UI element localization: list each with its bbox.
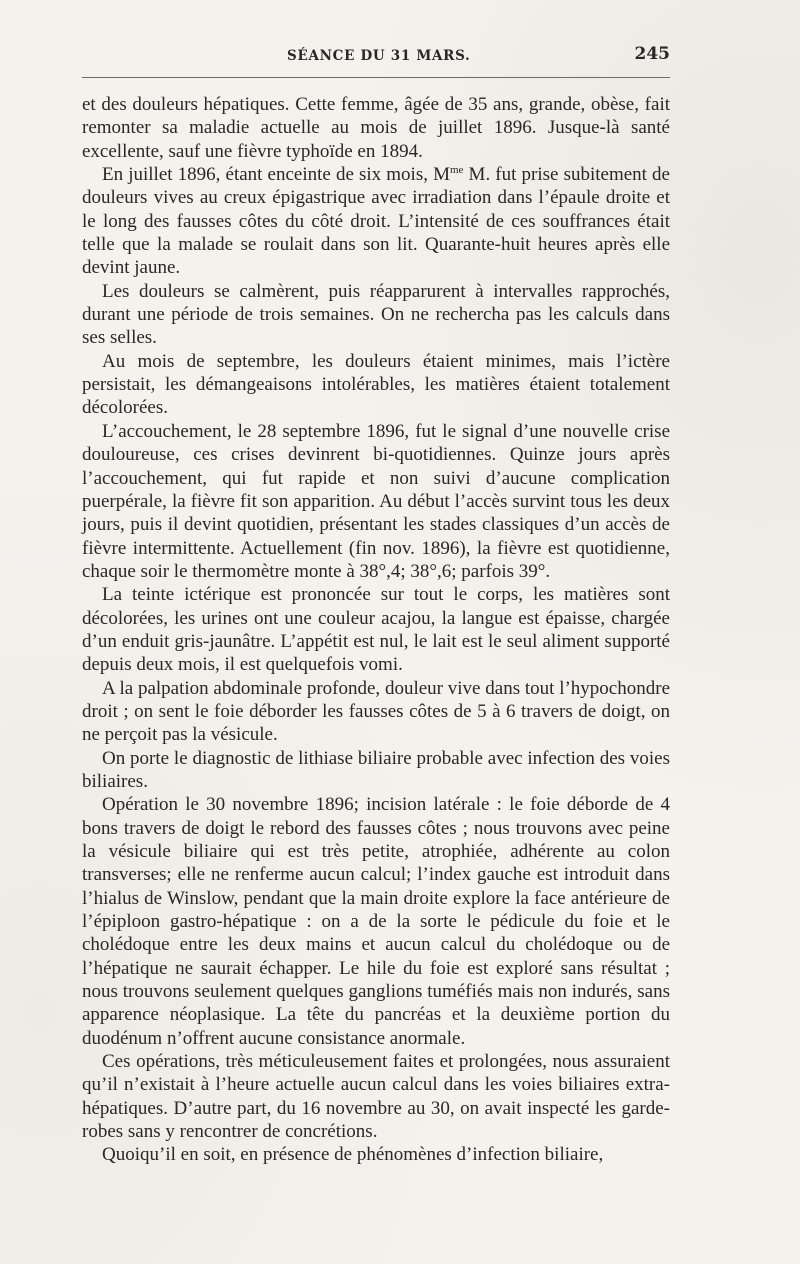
header-rule <box>82 77 670 78</box>
paragraph: Les douleurs se calmèrent, puis réapparurent à intervalles rapprochés, durant une période de trois semaines. On ne rechercha pas les calculs dans ses selles. <box>82 280 670 349</box>
superscript-abbreviation: me <box>449 164 464 177</box>
paragraph: On porte le diagnostic de lithiase biliaire probable avec infection des voies biliaires. <box>82 747 670 792</box>
page-number: 245 <box>634 44 670 64</box>
running-title: SÉANCE DU 31 MARS. <box>287 48 471 64</box>
paragraph <box>82 163 670 280</box>
paragraph: Au mois de septembre, les douleurs étaient minimes, mais l’ictère persistait, les démangeaisons intolérables, les matières étaient totalement décolorées. <box>82 350 670 419</box>
paragraph: La teinte ictérique est prononcée sur tout le corps, les matières sont décolorées, les urines ont une couleur acajou, la langue est épaisse, chargée d’un enduit gris-jaunâtre. L’appétit est nul, le lait est le seul aliment supporté depuis deux mois, il est quelquefois vomi. <box>82 584 670 676</box>
paragraph-text-before-superscript: En juillet 1896, étant enceinte de six mois, M <box>102 164 450 186</box>
paragraph: L’accouchement, le 28 septembre 1896, fut le signal d’une nouvelle crise douloureuse, ces crises devinrent bi-quotidiennes. Quinze jours après l’accouchement, qui fut rapide et non suivi d’aucune complication puerpérale, la fièvre fit son apparition. Au début l’accès survint tous les deux jours, puis il devint quotidien, présentant les stades classiques d’un accès de fièvre intermittente. Actuellement (fin nov. 1896), la fièvre est quotidienne, chaque soir le thermomètre monte à 38°,4; 38°,6; parfois 39°. <box>82 420 670 582</box>
paragraph: Opération le 30 novembre 1896; incision latérale : le foie déborde de 4 bons travers de doigt le rebord des fausses côtes ; nous trouvons avec peine la vésicule biliaire qui est très petite, atrophiée, adhérente au colon transverses; elle ne renferme aucun calcul; l’index gauche est introduit dans l’hialus de Winslow, pendant que la main droite explore la face antérieure de l’épiploon gastro-hépatique : on a de la sorte le pédicule du foie et le cholédoque entre les deux mains et aucun calcul du cholédoque ou de l’hépatique ne saurait échapper. Le hile du foie est exploré sans résultat ; nous trouvons seulement quelques ganglions tuméfiés mais non indurés, sans apparence néoplasique. La tête du pancréas et la deuxième portion du duodénum n’offrent aucune consistance anormale. <box>82 794 670 1049</box>
body-text <box>82 93 670 1167</box>
paragraph: Quoiqu’il en soit, en présence de phénomènes d’infection biliaire, <box>102 1144 604 1166</box>
paragraph-text-after-superscript: M. fut prise subitement de douleurs vives au creux épigastrique avec irradiation dans l’épaule droite et le long des fausses côtes du côté droit. L’intensité de ces souffrances était telle que la malade se roulait dans son lit. Quarante-huit heures après elle devint jaune. <box>82 164 670 279</box>
paragraph: Ces opérations, très méticuleusement faites et prolongées, nous assuraient qu’il n’existait à l’heure actuelle aucun calcul dans les voies biliaires extra-hépatiques. D’autre part, du 16 novembre au 30, on avait inspecté les garde-robes sans y rencontrer de concrétions. <box>82 1051 670 1143</box>
paragraph: A la palpation abdominale profonde, douleur vive dans tout l’hypochondre droit ; on sent le foie déborder les fausses côtes de 5 à 6 travers de doigt, on ne perçoit pas la vésicule. <box>82 677 670 746</box>
paragraph: et des douleurs hépatiques. Cette femme, âgée de 35 ans, grande, obèse, fait remonter sa maladie actuelle au mois de juillet 1896. Jusque-là santé excellente, sauf une fièvre typhoïde en 1894. <box>82 94 670 162</box>
running-header <box>82 44 670 74</box>
